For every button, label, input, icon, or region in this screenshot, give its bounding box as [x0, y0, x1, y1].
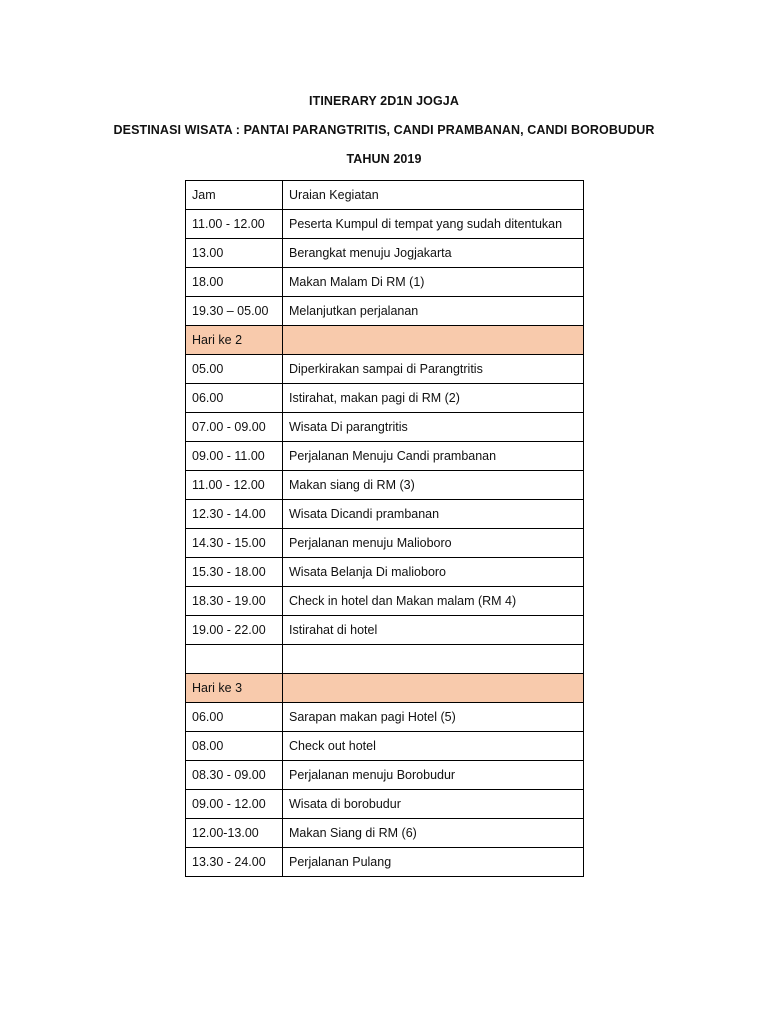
- jam-cell: 18.00: [186, 268, 283, 297]
- jam-cell: 08.30 - 09.00: [186, 761, 283, 790]
- table-row: [186, 210, 584, 239]
- day-label-cell: Hari ke 3: [186, 674, 283, 703]
- jam-cell: 09.00 - 11.00: [186, 442, 283, 471]
- table-row: [186, 471, 584, 500]
- table-row: [186, 819, 584, 848]
- uraian-cell: Sarapan makan pagi Hotel (5): [283, 703, 584, 732]
- jam-cell: 11.00 - 12.00: [186, 210, 283, 239]
- uraian-cell: Wisata di borobudur: [283, 790, 584, 819]
- uraian-cell: Makan Siang di RM (6): [283, 819, 584, 848]
- jam-cell: 11.00 - 12.00: [186, 471, 283, 500]
- table-row: [186, 616, 584, 645]
- uraian-cell: Berangkat menuju Jogjakarta: [283, 239, 584, 268]
- table-row: [186, 413, 584, 442]
- uraian-cell: Check in hotel dan Makan malam (RM 4): [283, 587, 584, 616]
- uraian-cell: Perjalanan Pulang: [283, 848, 584, 877]
- day-label-cell: Hari ke 2: [186, 326, 283, 355]
- jam-cell: 19.00 - 22.00: [186, 616, 283, 645]
- jam-cell: 06.00: [186, 384, 283, 413]
- jam-cell: 19.30 – 05.00: [186, 297, 283, 326]
- jam-cell: 07.00 - 09.00: [186, 413, 283, 442]
- table-row: [186, 529, 584, 558]
- jam-cell: 18.30 - 19.00: [186, 587, 283, 616]
- uraian-cell: Wisata Dicandi prambanan: [283, 500, 584, 529]
- empty-row: [186, 645, 584, 674]
- jam-cell: 15.30 - 18.00: [186, 558, 283, 587]
- jam-cell: 12.00-13.00: [186, 819, 283, 848]
- jam-cell: 13.00: [186, 239, 283, 268]
- uraian-cell: [283, 645, 584, 674]
- header-uraian-kegiatan: Uraian Kegiatan: [283, 181, 584, 210]
- table-row: [186, 587, 584, 616]
- uraian-cell: Diperkirakan sampai di Parangtritis: [283, 355, 584, 384]
- uraian-cell: Makan Malam Di RM (1): [283, 268, 584, 297]
- table-row: [186, 384, 584, 413]
- day-header-row: [186, 674, 584, 703]
- table-row: [186, 297, 584, 326]
- uraian-cell: Makan siang di RM (3): [283, 471, 584, 500]
- uraian-cell: Wisata Di parangtritis: [283, 413, 584, 442]
- uraian-cell: Wisata Belanja Di malioboro: [283, 558, 584, 587]
- uraian-cell: Melanjutkan perjalanan: [283, 297, 584, 326]
- uraian-cell: Perjalanan menuju Borobudur: [283, 761, 584, 790]
- uraian-cell: Peserta Kumpul di tempat yang sudah ditentukan: [283, 210, 584, 239]
- table-row: [186, 239, 584, 268]
- uraian-cell: Perjalanan Menuju Candi prambanan: [283, 442, 584, 471]
- uraian-cell: Perjalanan menuju Malioboro: [283, 529, 584, 558]
- uraian-cell: Istirahat, makan pagi di RM (2): [283, 384, 584, 413]
- jam-cell: 14.30 - 15.00: [186, 529, 283, 558]
- jam-cell: 05.00: [186, 355, 283, 384]
- uraian-cell: [283, 674, 584, 703]
- day-header-row: [186, 326, 584, 355]
- table-header-row: [186, 181, 584, 210]
- table-row: [186, 848, 584, 877]
- itinerary-table: [185, 180, 584, 877]
- uraian-cell: Check out hotel: [283, 732, 584, 761]
- header-jam: Jam: [186, 181, 283, 210]
- table-row: [186, 558, 584, 587]
- jam-cell: 06.00: [186, 703, 283, 732]
- destinations-line: DESTINASI WISATA : PANTAI PARANGTRITIS, CANDI PRAMBANAN, CANDI BOROBUDUR: [113, 123, 655, 137]
- table-row: [186, 268, 584, 297]
- table-row: [186, 761, 584, 790]
- table-row: [186, 732, 584, 761]
- uraian-cell: Istirahat di hotel: [283, 616, 584, 645]
- table-row: [186, 355, 584, 384]
- jam-cell: 12.30 - 14.00: [186, 500, 283, 529]
- year-line: TAHUN 2019: [346, 152, 422, 166]
- table-row: [186, 790, 584, 819]
- table-row: [186, 500, 584, 529]
- jam-cell: 09.00 - 12.00: [186, 790, 283, 819]
- table-row: [186, 703, 584, 732]
- table-row: [186, 442, 584, 471]
- document-title: ITINERARY 2D1N JOGJA: [309, 94, 459, 108]
- jam-cell: [186, 645, 283, 674]
- jam-cell: 13.30 - 24.00: [186, 848, 283, 877]
- uraian-cell: [283, 326, 584, 355]
- jam-cell: 08.00: [186, 732, 283, 761]
